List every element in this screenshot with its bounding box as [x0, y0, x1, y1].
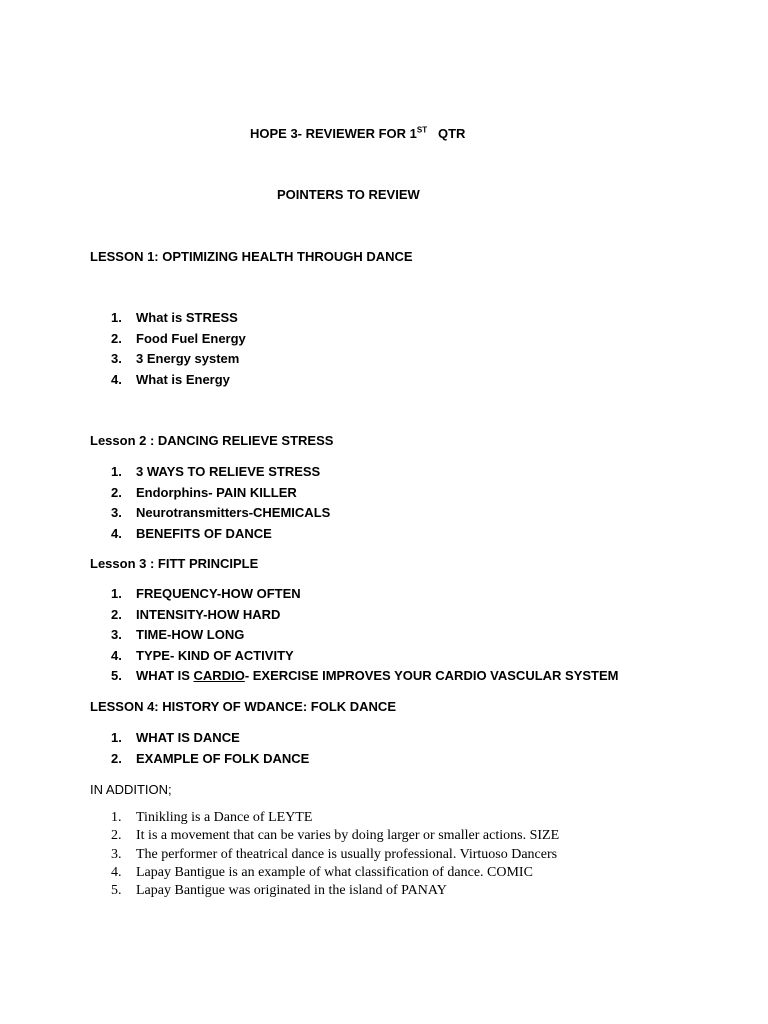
lesson3-heading: Lesson 3 : FITT PRINCIPLE: [90, 556, 259, 571]
list-text: The performer of theatrical dance is usually professional. Virtuoso Dancers: [136, 846, 558, 862]
lesson1-heading: LESSON 1: OPTIMIZING HEALTH THROUGH DANCE: [90, 249, 413, 264]
list-number: 4.: [111, 864, 122, 880]
list-text: EXAMPLE OF FOLK DANCE: [136, 750, 310, 766]
list-number: 2.: [111, 484, 122, 500]
list-text: Food Fuel Energy: [136, 330, 246, 346]
title-prefix: HOPE 3- REVIEWER FOR 1: [250, 126, 417, 141]
list-number: 5.: [111, 883, 122, 899]
list-number: 4.: [111, 647, 122, 663]
cardio-underlined: CARDIO: [193, 668, 245, 683]
list-text: TIME-HOW LONG: [136, 627, 245, 642]
list-number: 1.: [111, 310, 122, 325]
cardio-prefix: WHAT IS: [136, 668, 194, 683]
list-number: 2.: [111, 330, 122, 346]
list-number: 3.: [111, 846, 122, 862]
list-number: 2.: [111, 750, 122, 766]
list-text: Endorphins- PAIN KILLER: [136, 484, 297, 500]
list-text: Lapay Bantigue was originated in the island of PANAY: [136, 883, 447, 899]
list-text: Neurotransmitters-CHEMICALS: [136, 505, 331, 520]
list-number: 1.: [111, 464, 122, 479]
list-number: 1.: [111, 730, 122, 745]
list-text: What is Energy: [136, 371, 230, 387]
list-text: It is a movement that can be varies by doing larger or smaller actions. SIZE: [136, 828, 560, 844]
list-text: Lapay Bantigue is an example of what classification of dance. COMIC: [136, 864, 533, 880]
document-title: [250, 126, 465, 142]
list-text: 3 Energy system: [136, 351, 240, 366]
list-text: INTENSITY-HOW HARD: [136, 606, 281, 622]
list-number: 2.: [111, 828, 122, 844]
lesson2-heading: Lesson 2 : DANCING RELIEVE STRESS: [90, 433, 334, 448]
title-superscript: ST: [416, 125, 428, 135]
list-number: 4.: [111, 525, 122, 541]
list-number: 1.: [111, 810, 122, 825]
list-number: 2.: [111, 606, 122, 622]
lesson4-heading: LESSON 4: HISTORY OF WDANCE: FOLK DANCE: [90, 699, 396, 714]
list-number: 5.: [111, 668, 122, 683]
list-number: 3.: [111, 351, 122, 366]
list-text: 3 WAYS TO RELIEVE STRESS: [136, 464, 321, 479]
list-number: 4.: [111, 371, 122, 387]
document-subtitle: POINTERS TO REVIEW: [277, 187, 420, 202]
list-text: BENEFITS OF DANCE: [136, 525, 272, 541]
cardio-suffix: - EXERCISE IMPROVES YOUR CARDIO VASCULAR SYSTEM: [244, 668, 619, 683]
list-text: FREQUENCY-HOW OFTEN: [136, 586, 301, 601]
list-text: Tinikling is a Dance of LEYTE: [136, 810, 313, 825]
list-text: What is STRESS: [136, 310, 238, 325]
addition-heading: IN ADDITION;: [90, 782, 172, 797]
list-number: 3.: [111, 627, 122, 642]
list-text: [136, 668, 619, 684]
title-suffix: QTR: [437, 126, 466, 141]
list-text: WHAT IS DANCE: [136, 730, 240, 745]
list-text: TYPE- KIND OF ACTIVITY: [136, 647, 294, 663]
list-number: 3.: [111, 505, 122, 520]
list-number: 1.: [111, 586, 122, 601]
